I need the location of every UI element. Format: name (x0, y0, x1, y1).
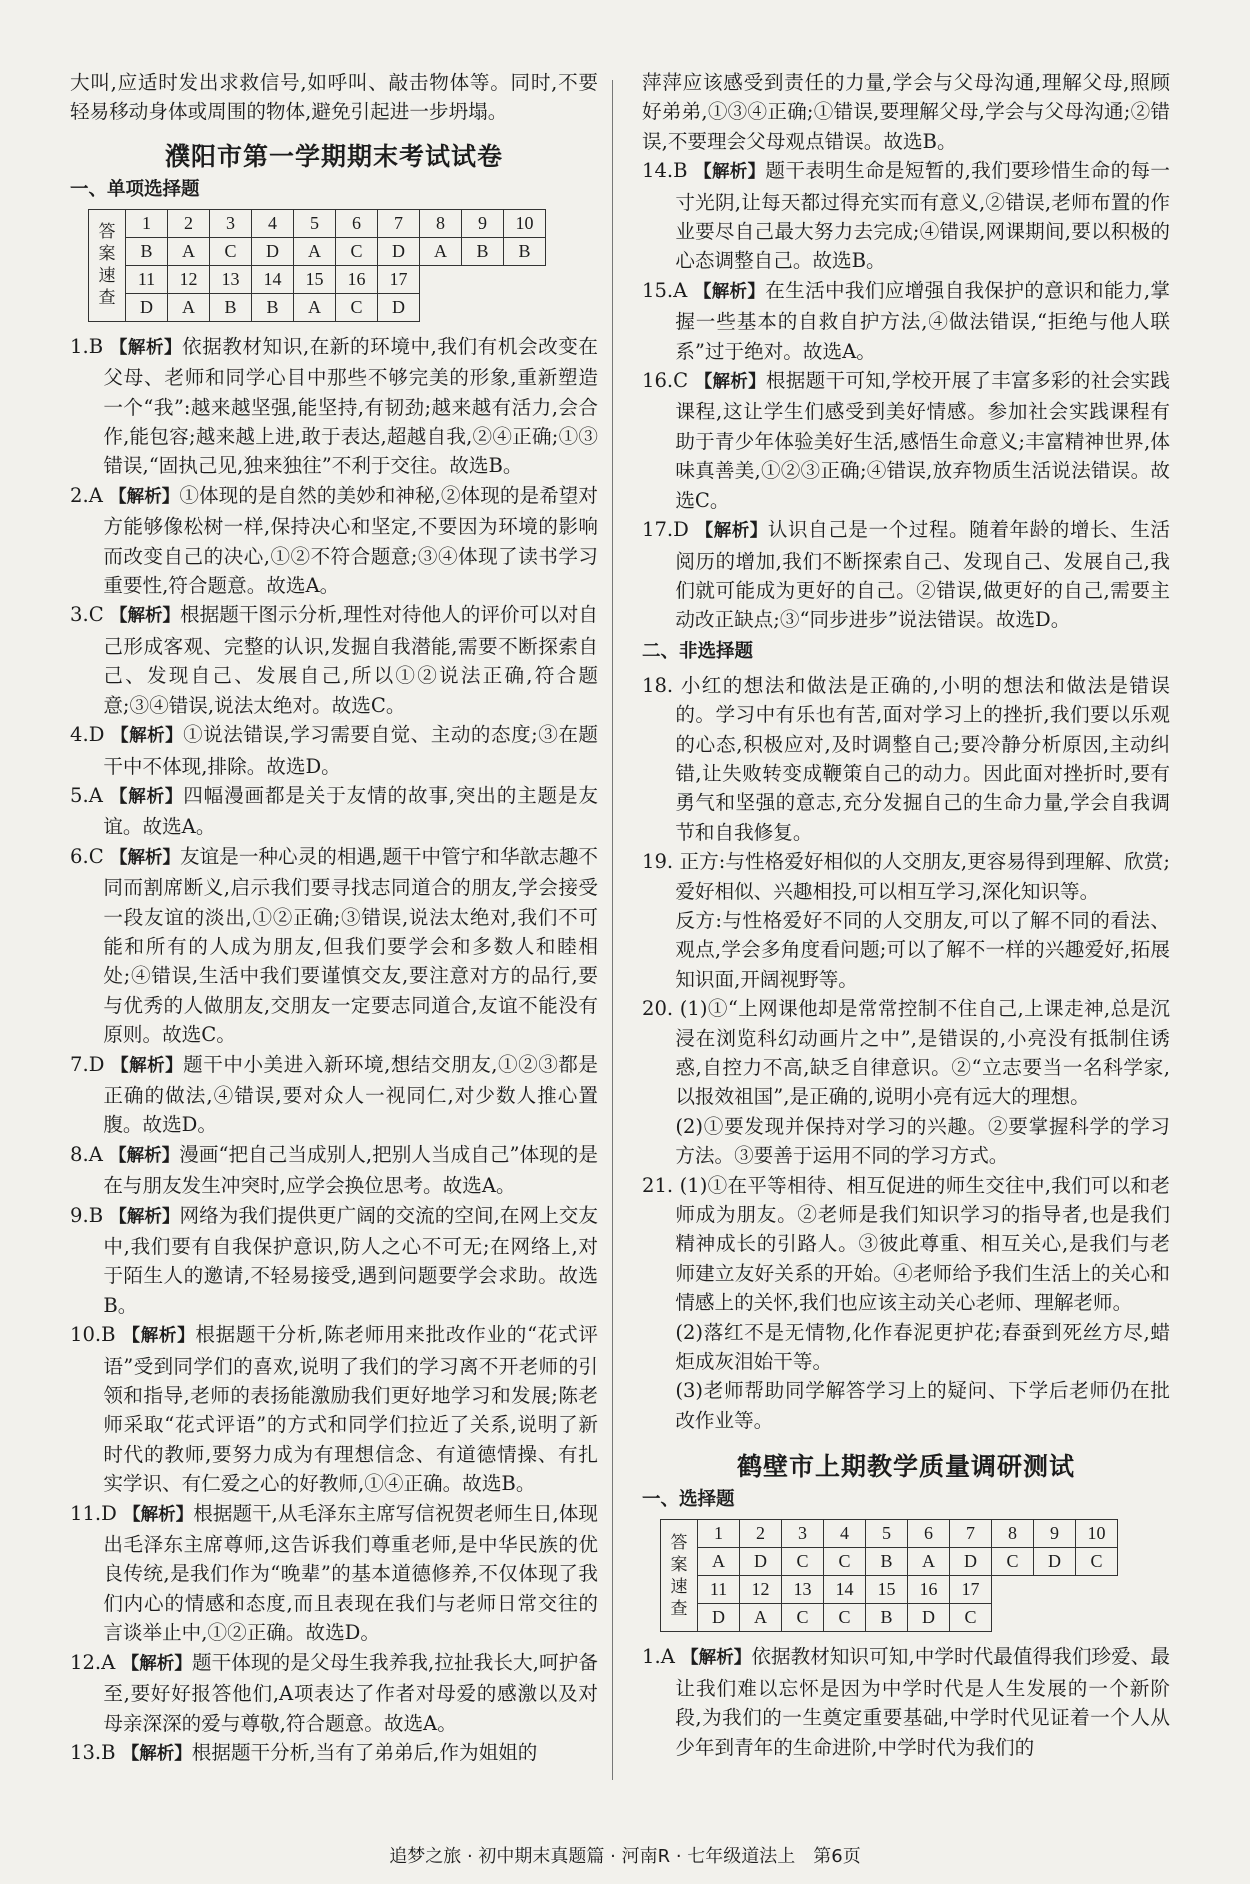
q-num: 8 (992, 1520, 1034, 1548)
item-text: (1)①“上网课他却是常常控制不住自己,上课走神,总是沉浸在浏览科幻动画片之中”,是错误的,小亮没有抵制住诱惑,自控力不高,缺乏自律意识。②“立志要当一名科学家,以报效祖国”,是正确的,说明小亮有远大的理想。 (675, 997, 1170, 1109)
column-divider (612, 80, 613, 1780)
q-num: 3 (782, 1520, 824, 1548)
item-text: 根据题干可知,学校开展了丰富多彩的社会实践课程,这让学生们感受到美好情感。参加社会实践课程有助于青少年体验美好生活,感悟生命意义;丰富精神世界,体味真善美,①②③正确;④错误,放弃物质生活说法错误。故选C。 (675, 369, 1170, 512)
exam2-explanation-1 (642, 1642, 1170, 1762)
q-answer: C (782, 1604, 824, 1632)
q-num: 15 (866, 1576, 908, 1604)
exam1-explanations-left (70, 332, 598, 1770)
analysis-keyword: 【解析】 (694, 162, 766, 183)
q-answer: A (908, 1548, 950, 1576)
item-number: 12.A (70, 1650, 116, 1674)
table-blank (420, 293, 546, 321)
q-answer: A (168, 237, 210, 265)
analysis-keyword: 【解析】 (109, 337, 183, 358)
q-num: 5 (866, 1520, 908, 1548)
item-number: 20. (642, 997, 674, 1021)
q-num: 17 (378, 265, 420, 293)
q-answer: C (950, 1604, 992, 1632)
q-num: 7 (378, 209, 420, 237)
item-number: 18. (642, 673, 674, 697)
item-text: 反方:与性格爱好不同的人交朋友,可以了解不同的看法、观点,学会多角度看问题;可以了解不一样的兴趣爱好,拓展知识面,开阔视野等。 (675, 908, 1170, 991)
q-answer: A (698, 1548, 740, 1576)
explanation-item (642, 1112, 1170, 1171)
answer-table-label-text: 答案速查 (670, 1532, 688, 1619)
q-num: 12 (740, 1576, 782, 1604)
item-text: 在生活中我们应增强自我保护的意识和能力,掌握一些基本的自救自护方法,④做法错误,“拒绝与他人联系”过于绝对。故选A。 (675, 278, 1170, 363)
explanation-item (642, 671, 1170, 847)
item-text: 根据题干分析,当有了弟弟后,作为姐姐的 (191, 1740, 538, 1764)
item-text: (3)老师帮助同学解答学习上的疑问、下学后老师仍在批改作业等。 (675, 1379, 1170, 1432)
item-number: 19. (642, 850, 674, 874)
q-answer: C (992, 1548, 1034, 1576)
analysis-keyword: 【解析】 (122, 1326, 196, 1347)
q-num: 4 (824, 1520, 866, 1548)
item-text: 友谊是一种心灵的相遇,题干中管宁和华歆志趣不同而割席断义,启示我们要寻找志同道合的朋友,学会接受一段友谊的淡出,①②正确;③错误,说法太绝对,我们不可能和所有的人成为朋友,但我们要学会和多数人和睦相处;④错误,生活中我们要谨慎交友,要注意对方的品行,要与优秀的人做朋友,交朋友一定要志同道合,友谊不能没有原则。故选C。 (103, 844, 598, 1047)
q-answer: C (336, 293, 378, 321)
exam1-section1-heading: 一、单项选择题 (70, 178, 200, 200)
item-text: 根据题干,从毛泽东主席写信祝贺老师生日,体现出毛泽东主席尊师,这告诉我们尊重老师,是中华民族的优良传统,是我们作为“晚辈”的基本道德修养,不仅体现了我们内心的情感和态度,而且表现在我们与老师日常交往的言谈举止中,①②正确。故选D。 (103, 1501, 598, 1645)
q-answer: D (378, 237, 420, 265)
item-number: 7.D (70, 1052, 105, 1076)
item-text: ①体现的是自然的美妙和神秘,②体现的是希望对方能够像松树一样,保持决心和坚定,不要因为环境的影响而改变自己的决心,①②不符合题意;③④体现了读书学习重要性,符合题意。故选A。 (103, 483, 598, 598)
item-text: 题干体现的是父母生我养我,拉扯我长大,呵护备至,要好好报答他们,A项表达了作者对母爱的感激以及对母亲深深的爱与尊敬,符合题意。故选A。 (103, 1650, 598, 1735)
q-answer: D (908, 1604, 950, 1632)
analysis-keyword: 【解析】 (693, 281, 766, 302)
q-num: 4 (252, 209, 294, 237)
q-num: 14 (252, 265, 294, 293)
analysis-keyword: 【解析】 (121, 1653, 192, 1674)
analysis-keyword: 【解析】 (121, 1743, 192, 1764)
item-number: 2.A (70, 483, 103, 507)
explanation-item (70, 481, 598, 601)
q-answer: B (462, 237, 504, 265)
q-answer: B (866, 1548, 908, 1576)
item-number: 8.A (70, 1142, 103, 1166)
q-answer: C (824, 1604, 866, 1632)
explanation-item (642, 1376, 1170, 1435)
q-num: 7 (950, 1520, 992, 1548)
q-num: 13 (782, 1576, 824, 1604)
analysis-keyword: 【解析】 (109, 1206, 180, 1227)
q-num: 9 (1034, 1520, 1076, 1548)
q-answer: D (1034, 1548, 1076, 1576)
explanation-item (70, 1499, 598, 1648)
q-answer: B (126, 237, 168, 265)
q-num: 6 (908, 1520, 950, 1548)
analysis-keyword: 【解析】 (109, 606, 180, 627)
q-answer: A (420, 237, 462, 265)
exam1-answer-table (88, 209, 546, 322)
item-number: 15.A (642, 278, 688, 302)
table-blank (992, 1604, 1118, 1632)
q-answer: A (168, 293, 210, 321)
q-num: 17 (950, 1576, 992, 1604)
analysis-keyword: 【解析】 (695, 521, 768, 542)
analysis-keyword: 【解析】 (109, 486, 180, 507)
q-answer: C (782, 1548, 824, 1576)
exam1-essay-answers (642, 671, 1170, 1436)
explanation-item (642, 1171, 1170, 1318)
right-column (642, 68, 1170, 1762)
q-num: 5 (294, 209, 336, 237)
explanation-item (70, 720, 598, 781)
explanation-item (70, 332, 598, 481)
explanation-item (642, 276, 1170, 366)
item-number: 1.B (70, 334, 104, 358)
item-number: 5.A (70, 783, 103, 807)
q-answer: A (740, 1604, 782, 1632)
q-num: 10 (1076, 1520, 1118, 1548)
q-num: 14 (824, 1576, 866, 1604)
q-answer: C (1076, 1548, 1118, 1576)
exam2-answer-table (660, 1519, 1118, 1632)
explanation-item (642, 68, 1170, 156)
item-number: 6.C (70, 844, 104, 868)
item-text: 题干中小美进入新环境,想结交朋友,①②③都是正确的做法,④错误,要对众人一视同仁,对少数人推心置腹。故选D。 (103, 1052, 598, 1137)
item-text: 根据题干分析,陈老师用来批改作业的“花式评语”受到同学们的喜欢,说明了我们的学习离不开老师的引领和指导,老师的表扬能激励我们更好地学习和发展;陈老师采取“花式评语”的方式和同学们拉近了关系,说明了新时代的教师,要努力成为有理想信念、有道德情操、有扎实学识、有仁爱之心的好教师,①④正确。故选B。 (103, 1323, 598, 1496)
explanation-item (642, 847, 1170, 906)
q-answer: B (866, 1604, 908, 1632)
q-answer: D (950, 1548, 992, 1576)
q-num: 9 (462, 209, 504, 237)
analysis-keyword: 【解析】 (111, 726, 184, 747)
explanation-item (70, 1050, 598, 1140)
q-answer: D (252, 237, 294, 265)
analysis-keyword: 【解析】 (109, 847, 180, 868)
q-num: 11 (126, 265, 168, 293)
item-number: 9.B (70, 1203, 104, 1227)
explanation-item (642, 1318, 1170, 1377)
explanation-item (642, 906, 1170, 994)
item-text: 依据教材知识,在新的环境中,我们有机会改变在父母、老师和同学心目中那些不够完美的形象,重新塑造一个“我”:越来越坚强,能坚持,有韧劲;越来越有活力,会合作,能包容;越来越上进,敢于表达,超越自我,②④正确;①③错误,“固执己见,独来独往”不利于交往。故选B。 (103, 334, 598, 478)
item-text: 四幅漫画都是关于友情的故事,突出的主题是友谊。故选A。 (103, 783, 598, 839)
q-num: 10 (504, 209, 546, 237)
analysis-keyword: 【解析】 (109, 786, 184, 807)
q-num: 16 (336, 265, 378, 293)
item-text: 正方:与性格爱好相似的人交朋友,更容易得到理解、欣赏;爱好相似、兴趣相投,可以相互学习,深化知识等。 (675, 850, 1170, 903)
q-answer: D (126, 293, 168, 321)
explanation-item (642, 515, 1170, 635)
answer-table-label (661, 1520, 698, 1632)
exam2-section1-heading: 一、选择题 (642, 1489, 735, 1511)
analysis-keyword: 【解析】 (123, 1504, 194, 1525)
explanation-item (642, 156, 1170, 276)
explanation-item (70, 1738, 598, 1769)
explanation-item (70, 1648, 598, 1738)
q-num: 12 (168, 265, 210, 293)
item-number: 17.D (642, 518, 689, 542)
answer-table-label-text: 答案速查 (98, 222, 116, 309)
explanation-item (642, 366, 1170, 515)
item-number: 1.A (642, 1645, 675, 1669)
q-answer: B (504, 237, 546, 265)
explanation-item (70, 842, 598, 1050)
item-number: 3.C (70, 603, 104, 627)
q-answer: C (824, 1548, 866, 1576)
q-num: 6 (336, 209, 378, 237)
item-text: 小红的想法和做法是正确的,小明的想法和做法是错误的。学习中有乐也有苦,面对学习上的挫折,我们要以乐观的心态,积极应对,及时调整自己;要冷静分析原因,主动纠错,让失败转变成鞭策自己的动力。因此面对挫折时,要有勇气和坚强的意志,充分发掘自己的生命力量,学会自我调节和自我修复。 (675, 673, 1170, 844)
q-answer: C (210, 237, 252, 265)
item-text: 认识自己是一个过程。随着年龄的增长、生活阅历的增加,我们不断探索自己、发现自己、发展自己,我们就可能成为更好的自己。②错误,做更好的自己,需要主动改正缺点;③“同步进步”说法错误。故选D。 (675, 518, 1171, 632)
q-answer: A (294, 293, 336, 321)
answer-table-label (89, 209, 126, 321)
item-text: ①说法错误,学习需要自觉、主动的态度;③在题干中不体现,排除。故选D。 (103, 723, 598, 778)
q-num: 2 (740, 1520, 782, 1548)
analysis-keyword: 【解析】 (694, 372, 766, 393)
explanation-item (70, 600, 598, 720)
item-text: (2)①要发现并保持对学习的兴趣。②要掌握科学的学习方法。③要善于运用不同的学习方式。 (675, 1114, 1170, 1168)
q-num: 3 (210, 209, 252, 237)
item-text: 网络为我们提供更广阔的交流的空间,在网上交友中,我们要有自我保护意识,防人之心不可无;在网络上,对于陌生人的邀请,不轻易接受,遇到问题要学会求助。故选B。 (103, 1203, 598, 1317)
q-answer: D (698, 1604, 740, 1632)
item-text: (1)①在平等相待、相互促进的师生交往中,我们可以和老师成为朋友。②老师是我们知识学习的指导者,也是我们精神成长的引路人。③彼此尊重、相互关心,是我们与老师建立友好关系的开始。④老师给予我们生活上的关心和情感上的关怀,我们也应该主动关心老师、理解老师。 (675, 1173, 1170, 1315)
q-num: 16 (908, 1576, 950, 1604)
table-blank (420, 265, 546, 293)
item-text: 题干表明生命是短暂的,我们要珍惜生命的每一寸光阴,让每天都过得充实而有意义,②错误,老师布置的作业要尽自己最大努力去完成;④错误,网课期间,要以积极的心态调整自己。故选B。 (675, 159, 1170, 273)
item-text: 漫画“把自己当成别人,把别人当成自己”体现的是在与朋友发生冲突时,应学会换位思考。故选A。 (103, 1142, 599, 1198)
item-number: 14.B (642, 159, 688, 183)
exam1-section2-heading: 二、非选择题 (642, 640, 754, 662)
item-text: 依据教材知识可知,中学时代最值得我们珍爱、最让我们难以忘怀是因为中学时代是人生发展的一个新阶段,为我们的一生奠定重要基础,中学时代见证着一个人从少年到青年的生命进阶,中学时代为我们的 (675, 1645, 1170, 1759)
item-text: (2)落红不是无情物,化作春泥更护花;春蚕到死丝方尽,蜡炬成灰泪始干等。 (675, 1320, 1170, 1374)
q-num: 2 (168, 209, 210, 237)
explanation-item (70, 781, 598, 842)
explanation-item (642, 994, 1170, 1112)
item-number: 16.C (642, 369, 689, 393)
explanation-item (70, 1201, 598, 1321)
q-answer: B (210, 293, 252, 321)
item-number: 21. (642, 1173, 674, 1197)
item-text: 萍萍应该感受到责任的力量,学会与父母沟通,理解父母,照顾好弟弟,①③④正确;①错误,要理解父母,学会与父母沟通;②错误,不要理会父母观点错误。故选B。 (642, 71, 1170, 153)
q-answer: D (740, 1548, 782, 1576)
analysis-keyword: 【解析】 (111, 1055, 184, 1076)
item-text: 根据题干图示分析,理性对待他人的评价可以对自己形成客观、完整的认识,发掘自我潜能,需要不断探索自己、发现自己、发展自己,所以①②说法正确,符合题意;③④错误,说法太绝对。故选C。 (103, 603, 598, 717)
explanation-item (70, 1320, 598, 1498)
item-number: 10.B (70, 1323, 116, 1347)
item-number: 11.D (70, 1501, 117, 1525)
q-answer: B (252, 293, 294, 321)
carryover-text: 大叫,应适时发出求救信号,如呼叫、敲击物体等。同时,不要轻易移动身体或周围的物体,避免引起进一步坍塌。 (70, 71, 598, 124)
q-num: 1 (126, 209, 168, 237)
page-footer: 追梦之旅 · 初中期末真题篇 · 河南R · 七年级道法上 第6页 (389, 1846, 861, 1867)
q-num: 15 (294, 265, 336, 293)
q-num: 13 (210, 265, 252, 293)
q-num: 8 (420, 209, 462, 237)
q-answer: D (378, 293, 420, 321)
item-number: 4.D (70, 723, 105, 747)
left-column (70, 68, 598, 1769)
exam2-title: 鹤壁市上期教学质量调研测试 (736, 1452, 1075, 1482)
q-num: 1 (698, 1520, 740, 1548)
q-answer: C (336, 237, 378, 265)
q-answer: A (294, 237, 336, 265)
q-num: 11 (698, 1576, 740, 1604)
item-number: 13.B (70, 1740, 116, 1764)
exam1-title: 濮阳市第一学期期末考试试卷 (164, 141, 503, 171)
explanation-item (70, 1140, 598, 1201)
table-blank (992, 1576, 1118, 1604)
analysis-keyword: 【解析】 (109, 1145, 180, 1166)
analysis-keyword: 【解析】 (681, 1648, 752, 1669)
exam1-explanations-right (642, 68, 1170, 635)
